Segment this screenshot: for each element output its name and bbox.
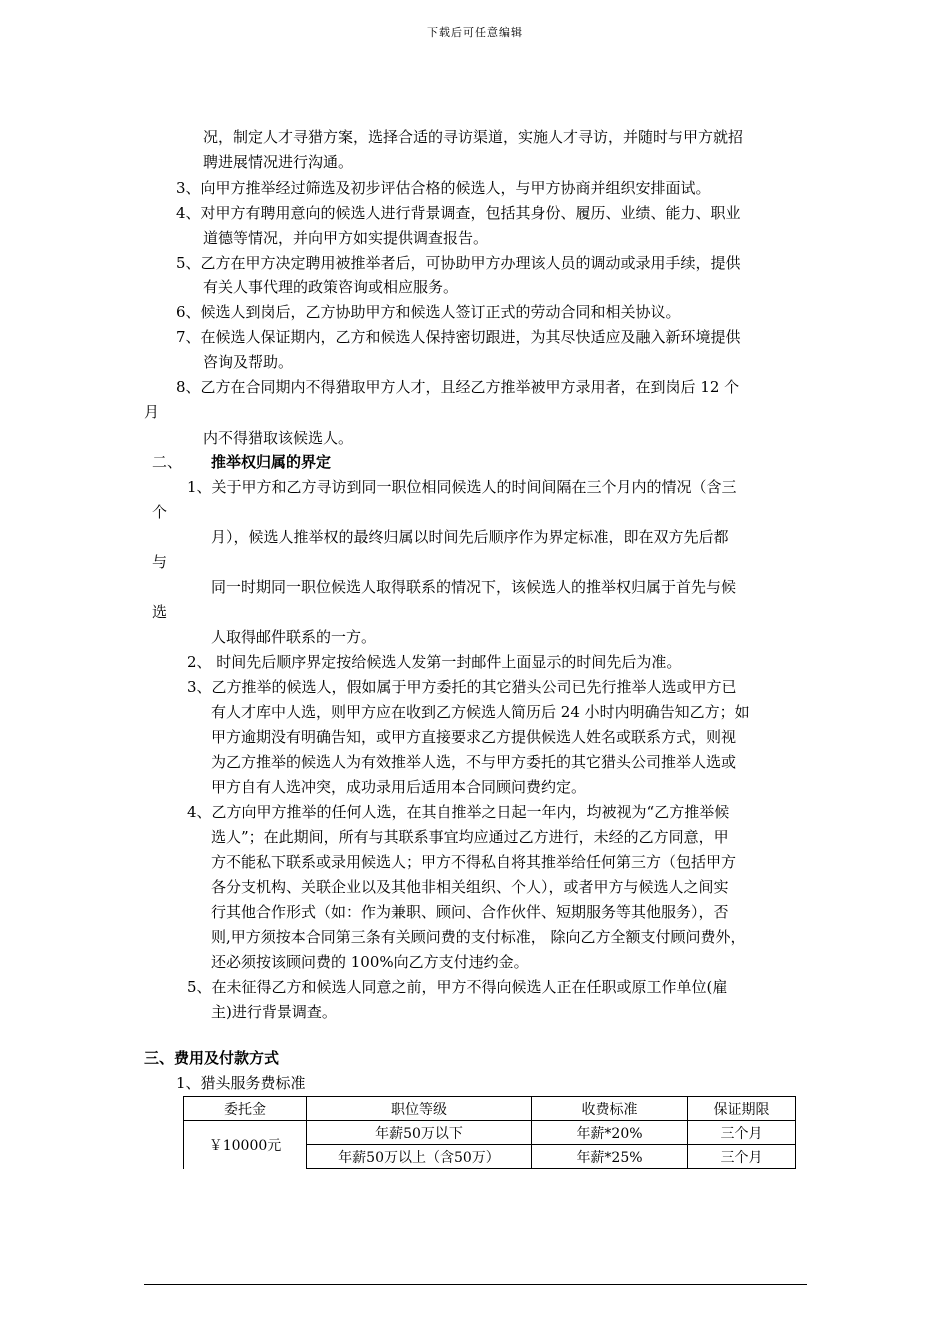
text-line: 况，制定人才寻猎方案，选择合适的寻访渠道，实施人才寻访，并随时与甲方就招 <box>203 128 744 146</box>
table-cell: 年薪*25% <box>532 1145 688 1169</box>
text-line: 主)进行背景调查。 <box>211 1003 337 1021</box>
text-line: 行其他合作形式（如：作为兼职、顾问、合作伙伴、短期服务等其他服务），否 <box>211 903 729 921</box>
table-cell: 年薪50万以上（含50万） <box>307 1145 532 1169</box>
text-line: 月），候选人推举权的最终归属以时间先后顺序作为界定标准，即在双方先后都 <box>211 528 729 546</box>
table-header-cell: 收费标准 <box>532 1097 688 1121</box>
text-line: 有关人事代理的政策咨询或相应服务。 <box>203 278 459 296</box>
text-line: 为乙方推举的候选人为有效推举人选，不与甲方委托的其它猎头公司推举人选或 <box>211 753 737 771</box>
table-cell: 年薪50万以下 <box>307 1121 532 1145</box>
text-line: 选 <box>152 603 168 621</box>
table-cell: 三个月 <box>688 1145 796 1169</box>
text-line: 与 <box>152 553 168 571</box>
section-heading: 推举权归属的界定 <box>211 453 332 471</box>
text-line: 各分支机构、关联企业以及其他非相关组织、个人），或者甲方与候选人之间实 <box>211 878 729 896</box>
table-header-cell: 职位等级 <box>307 1097 532 1121</box>
text-line: 7、在候选人保证期内，乙方和候选人保持密切跟进，为其尽快适应及融入新环境提供 <box>176 328 741 346</box>
text-line: 选人”；在此期间，所有与其联系事宜均应通过乙方进行，未经的乙方同意，甲 <box>211 828 729 846</box>
deposit-cell: ￥10000元 <box>184 1121 307 1169</box>
table-header-cell: 委托金 <box>184 1097 307 1121</box>
text-line: 4、对甲方有聘用意向的候选人进行背景调查，包括其身份、履历、业绩、能力、职业 <box>176 204 741 222</box>
text-line: 5、乙方在甲方决定聘用被推举者后，可协助甲方办理该人员的调动或录用手续，提供 <box>176 254 741 272</box>
table-cell: 年薪*20% <box>532 1121 688 1145</box>
text-line: 同一时期同一职位候选人取得联系的情况下，该候选人的推举权归属于首先与候 <box>211 578 737 596</box>
text-line: 6、候选人到岗后，乙方协助甲方和候选人签订正式的劳动合同和相关协议。 <box>176 303 681 321</box>
table-header-cell: 保证期限 <box>688 1097 796 1121</box>
fee-table <box>183 1096 796 1169</box>
text-line: 则,甲方须按本合同第三条有关顾问费的支付标准， 除向乙方全额支付顾问费外， <box>211 928 746 946</box>
text-line: 2、 时间先后顺序界定按给候选人发第一封邮件上面显示的时间先后为准。 <box>187 653 682 671</box>
text-line: 个 <box>152 503 168 521</box>
text-line: 8、乙方在合同期内不得猎取甲方人才，且经乙方推举被甲方录用者，在到岗后 12 个 <box>176 378 740 396</box>
section-heading: 三、费用及付款方式 <box>144 1049 280 1067</box>
text-line: 5、在未征得乙方和候选人同意之前，甲方不得向候选人正在任职或原工作单位(雇 <box>187 978 728 996</box>
text-line: 人取得邮件联系的一方。 <box>211 628 377 646</box>
text-line: 道德等情况，并向甲方如实提供调查报告。 <box>203 229 489 247</box>
table-cell: 三个月 <box>688 1121 796 1145</box>
section-number: 二、 <box>152 453 183 471</box>
text-line: 1、猎头服务费标准 <box>176 1074 306 1092</box>
text-line: 方不能私下联系或录用候选人；甲方不得私自将其推举给任何第三方（包括甲方 <box>211 853 737 871</box>
text-line: 甲方逾期没有明确告知，或甲方直接要求乙方提供候选人姓名或联系方式，则视 <box>211 728 737 746</box>
text-line: 还必须按该顾问费的 100%向乙方支付违约金。 <box>211 953 529 971</box>
text-line: 聘进展情况进行沟通。 <box>203 153 354 171</box>
text-line: 有人才库中人选，则甲方应在收到乙方候选人简历后 24 小时内明确告知乙方；如 <box>211 703 750 721</box>
text-line: 4、乙方向甲方推举的任何人选，在其自推举之日起一年内，均被视为“乙方推举候 <box>187 803 730 821</box>
text-line: 甲方自有人选冲突，成功录用后适用本合同顾问费约定。 <box>211 778 587 796</box>
text-line: 咨询及帮助。 <box>203 353 294 371</box>
text-line: 3、向甲方推举经过筛选及初步评估合格的候选人，与甲方协商并组织安排面试。 <box>176 179 711 197</box>
text-line: 内不得猎取该候选人。 <box>203 429 354 447</box>
text-line: 1、关于甲方和乙方寻访到同一职位相同候选人的时间间隔在三个月内的情况（含三 <box>187 478 737 496</box>
table-row <box>184 1121 796 1145</box>
text-line: 3、乙方推举的候选人，假如属于甲方委托的其它猎头公司已先行推举人选或甲方已 <box>187 678 737 696</box>
footer-rule <box>144 1284 807 1285</box>
table-header-row <box>184 1097 796 1121</box>
page-header: 下载后可任意编辑 <box>427 26 523 39</box>
text-line: 月 <box>144 403 160 421</box>
